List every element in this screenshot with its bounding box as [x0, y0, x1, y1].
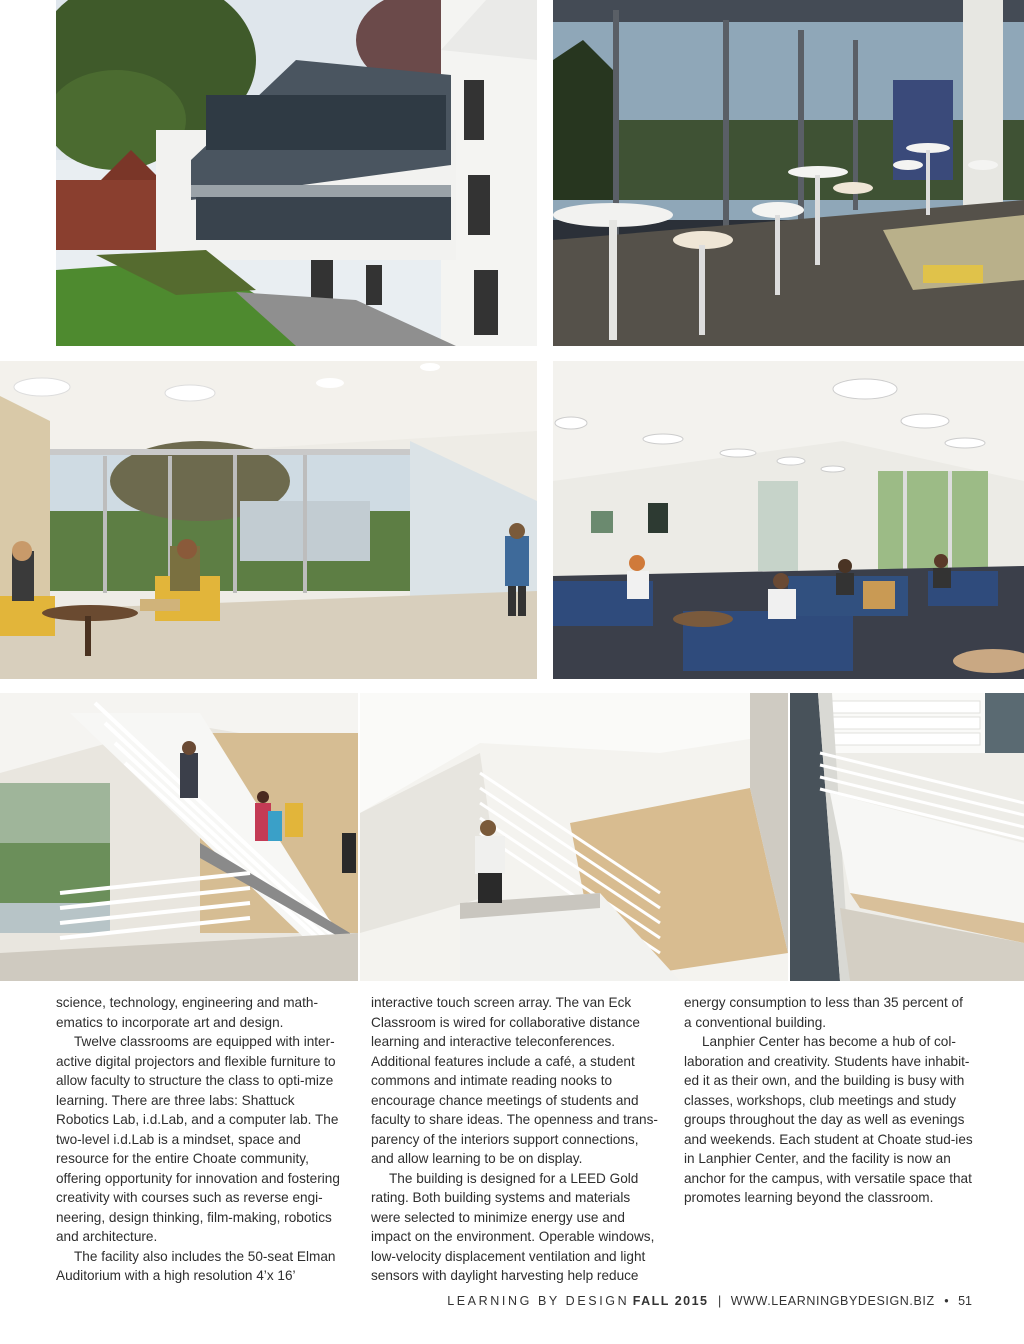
- photo-stair-left: [0, 693, 358, 981]
- text-column-1: [56, 993, 346, 1286]
- footer-separator: |: [718, 1294, 722, 1308]
- photo-stair-center: [360, 693, 788, 981]
- publication-name: LEARNING BY DESIGN: [447, 1294, 630, 1308]
- paragraph: The facility also includes the 50-seat Elman Auditorium with a high resolution 4’x 16’: [56, 1248, 336, 1283]
- text-column-2: [371, 993, 661, 1286]
- photo-student-commons: [553, 361, 1024, 679]
- page-number: 51: [958, 1294, 972, 1308]
- paragraph: Twelve classrooms are equipped with inter-active digital projectors and flexible furniture to allow faculty to structure the class to opti-mize learning. There are three labs: Shattuck Robotics Lab, i.d.Lab, and a computer lab. The two-level i.d.Lab is a mindset, space and resource for the entire Choate community, offering opportunity for innovation and fostering creativity with courses such as reverse engi-neering, design thinking, film-making, robotics and architecture.: [56, 1034, 340, 1244]
- paragraph: interactive touch screen array. The van Eck Classroom is wired for collaborative distance learning and interactive teleconferences. Additional features include a café, a student commons and intimate reading nooks to encourage chance meetings of students and faculty to share ideas. The openness and trans-parency of the interiors support connections, and allow learning to be on display.: [371, 995, 658, 1166]
- paragraph: The building is designed for a LEED Gold rating. Both building systems and materials were selected to minimize energy use and impact on the environment. Operable windows, low-velocity displacement ventilation and light sensors with daylight harvesting help reduce: [371, 1170, 655, 1283]
- website-link[interactable]: WWW.LEARNINGBYDESIGN.BIZ: [730, 1294, 935, 1308]
- paragraph: Lanphier Center has become a hub of col-laboration and creativity. Students have inhabit-ed it as their own, and the building is busy with classes, workshops, club meetings and study groups throughout the day as well as evenings and weekends. Each student at Choate stud-ies in Lanphier Center, and the facility is now an anchor for the campus, with versatile space that promotes learning beyond the classroom.: [684, 1034, 973, 1205]
- photo-window-lounge: [553, 0, 1024, 346]
- photo-building-exterior: [56, 0, 537, 346]
- paragraph: science, technology, engineering and math-ematics to incorporate art and design.: [56, 995, 318, 1030]
- issue-label: FALL 2015: [632, 1294, 709, 1308]
- page-footer: [447, 1294, 972, 1312]
- photo-stair-right: [790, 693, 1024, 981]
- paragraph: energy consumption to less than 35 percent of a conventional building.: [684, 995, 963, 1030]
- photo-reading-lobby: [0, 361, 537, 679]
- footer-bullet: •: [944, 1294, 949, 1308]
- text-column-3: [684, 993, 974, 1208]
